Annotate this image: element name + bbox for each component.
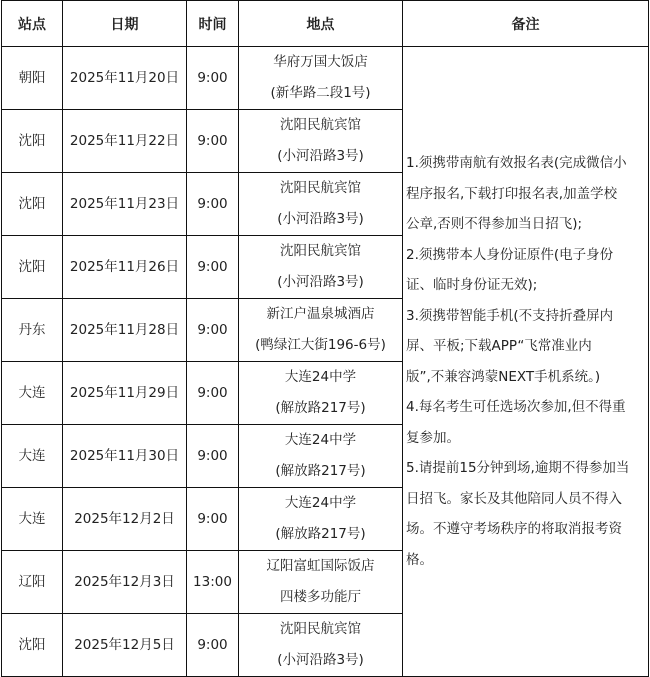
place-address: (解放路217号) [275, 400, 366, 416]
time-cell: 9:00 [187, 110, 239, 173]
place-name: 新江户温泉城酒店 [266, 306, 375, 322]
place-cell [239, 362, 403, 425]
place-name: 大连24中学 [284, 369, 357, 385]
place-name: 华府万国大饭店 [273, 54, 368, 70]
notes-line: 2.须携带本人身份证原件(电子身份 [406, 246, 614, 263]
place-cell [239, 110, 403, 173]
time-cell: 9:00 [187, 614, 239, 677]
date-cell: 2025年11月22日 [63, 110, 187, 173]
station-cell: 沈阳 [2, 236, 63, 299]
place-name: 沈阳民航宾馆 [280, 117, 361, 133]
date-cell: 2025年11月30日 [63, 425, 187, 488]
header-station: 站点 [2, 1, 63, 47]
place-cell [239, 425, 403, 488]
header-row [2, 1, 649, 47]
place-cell [239, 614, 403, 677]
notes-line: 版”,不兼容鸿蒙NEXT手机系统。) [406, 368, 601, 385]
date-cell: 2025年12月3日 [63, 551, 187, 614]
place-cell [239, 47, 403, 110]
date-cell: 2025年11月29日 [63, 362, 187, 425]
place-name: 沈阳民航宾馆 [280, 621, 361, 637]
date-cell: 2025年12月5日 [63, 614, 187, 677]
station-cell: 朝阳 [2, 47, 63, 110]
date-cell: 2025年11月28日 [63, 299, 187, 362]
time-cell: 9:00 [187, 488, 239, 551]
place-address: (小河沿路3号) [277, 274, 364, 290]
time-cell: 9:00 [187, 47, 239, 110]
place-name: 沈阳民航宾馆 [280, 180, 361, 196]
notes-line: 3.须携带智能手机(不支持折叠屏内 [406, 307, 614, 324]
time-cell: 9:00 [187, 236, 239, 299]
time-cell: 13:00 [187, 551, 239, 614]
station-cell: 沈阳 [2, 614, 63, 677]
place-address: (鸭绿江大街196-6号) [255, 337, 386, 353]
place-cell [239, 488, 403, 551]
place-address: (解放路217号) [275, 526, 366, 542]
place-address: (解放路217号) [275, 463, 366, 479]
notes-line: 复参加。 [406, 429, 460, 446]
station-cell: 大连 [2, 488, 63, 551]
place-cell [239, 299, 403, 362]
notes-line: 1.须携带南航有效报名表(完成微信小 [406, 155, 627, 171]
notes-line: 格。 [406, 551, 433, 568]
station-cell: 辽阳 [2, 551, 63, 614]
notes-cell [403, 47, 649, 677]
notes-line: 公章,否则不得参加当日招飞); [406, 216, 583, 232]
place-cell [239, 173, 403, 236]
station-cell: 沈阳 [2, 173, 63, 236]
notes-line: 4.每名考生可任选场次参加,但不得重 [406, 399, 626, 415]
time-cell: 9:00 [187, 425, 239, 488]
place-name: 辽阳富虹国际饭店 [266, 558, 375, 574]
place-cell [239, 551, 403, 614]
place-name: 沈阳民航宾馆 [280, 243, 361, 259]
header-date: 日期 [63, 1, 187, 47]
place-address: (新华路二段1号) [270, 85, 371, 101]
station-cell: 沈阳 [2, 110, 63, 173]
time-cell: 9:00 [187, 173, 239, 236]
notes-line: 5.请提前15分钟到场,逾期不得参加当 [406, 460, 630, 476]
date-cell: 2025年11月23日 [63, 173, 187, 236]
header-time: 时间 [187, 1, 239, 47]
notes-line: 场。不遵守考场秩序的将取消报考资 [406, 521, 622, 537]
time-cell: 9:00 [187, 299, 239, 362]
notes-line: 程序报名,下载打印报名表,加盖学校 [406, 185, 618, 202]
place-cell [239, 236, 403, 299]
date-cell: 2025年11月26日 [63, 236, 187, 299]
place-name: 大连24中学 [284, 432, 357, 448]
date-cell: 2025年12月2日 [63, 488, 187, 551]
header-notes: 备注 [403, 1, 649, 47]
station-cell: 丹东 [2, 299, 63, 362]
notes-line: 证、临时身份证无效); [406, 277, 538, 293]
header-place: 地点 [239, 1, 403, 47]
station-cell: 大连 [2, 425, 63, 488]
place-address: (小河沿路3号) [277, 211, 364, 227]
date-cell: 2025年11月20日 [63, 47, 187, 110]
place-address: (小河沿路3号) [277, 652, 364, 668]
place-address: (小河沿路3号) [277, 148, 364, 164]
notes-line: 日招飞。家长及其他陪同人员不得入 [406, 490, 622, 507]
place-name: 大连24中学 [284, 495, 357, 511]
station-cell: 大连 [2, 362, 63, 425]
time-cell: 9:00 [187, 362, 239, 425]
schedule-table [1, 0, 649, 677]
place-address: 四楼多功能厅 [280, 589, 361, 605]
table-row [2, 47, 649, 110]
notes-line: 屏、平板;下载APP“飞常准业内 [406, 338, 592, 354]
